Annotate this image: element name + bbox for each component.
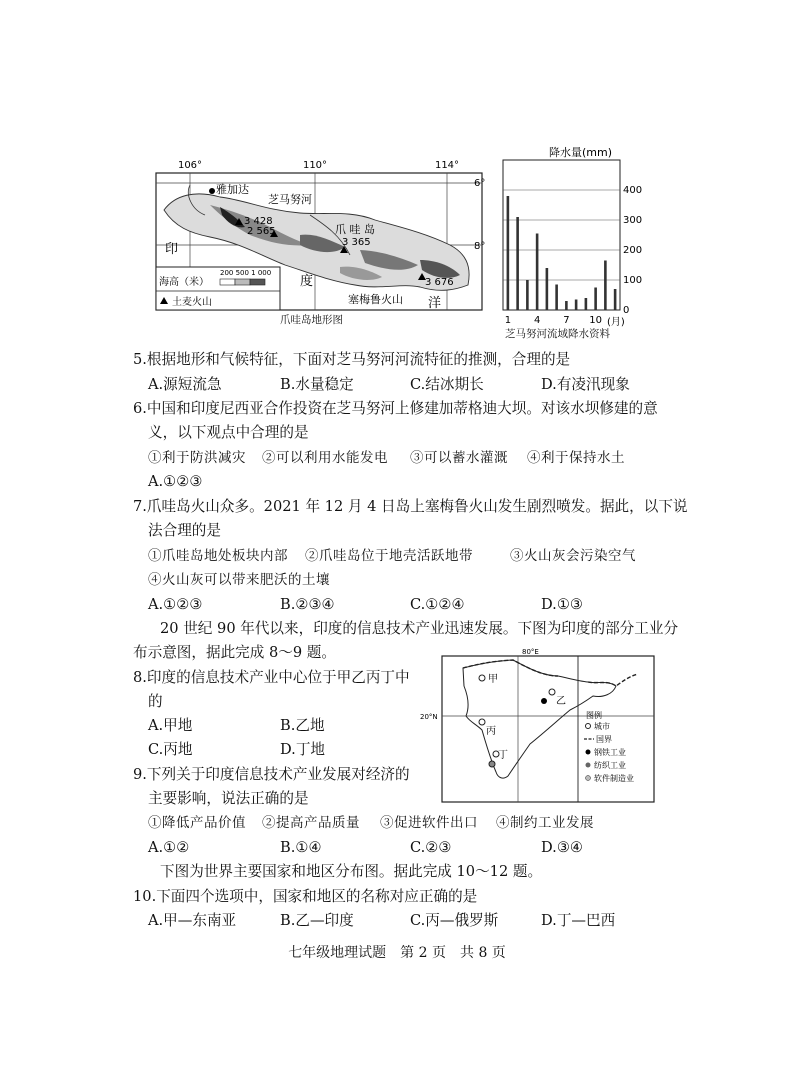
- q10-option-b[interactable]: B.乙—印度: [280, 912, 354, 929]
- intro-10-12: 下图为世界主要国家和地区分布图。据此完成 10～12 题。: [160, 863, 543, 880]
- q8-option-c[interactable]: C.丙地: [148, 741, 193, 758]
- lon-label: 110°: [302, 160, 328, 171]
- legend-scale-values: 200 500 1 000: [220, 269, 272, 277]
- q5-option-c[interactable]: C.结冰期长: [410, 376, 484, 393]
- q9-statement-4: ④制约工业发展: [496, 815, 594, 831]
- legend-item-software: 软件制造业: [594, 774, 634, 783]
- chart-ytick-label: 400: [623, 185, 643, 196]
- q5-stem: 5.根据地形和气候特征，下面对芝马努河河流特征的推测，合理的是: [133, 351, 571, 368]
- peak-elevation: 3 428: [244, 216, 273, 227]
- page-footer: 七年级地理试题 第 2 页 共 8 页: [288, 945, 506, 961]
- india-legend-title: 图例: [586, 711, 602, 720]
- q8-stem-line-2: 的: [148, 693, 163, 710]
- place-java-island: 爪 哇 岛: [335, 223, 375, 236]
- q6-stem-line-1: 6.中国和印度尼西亚合作投资在芝马努河上修建加蒂格迪大坝。对该水坝修建的意: [133, 400, 658, 417]
- q6-option-a[interactable]: A.①②③: [148, 473, 203, 490]
- place-ocean: 印: [165, 242, 179, 257]
- chart-bar: [575, 300, 578, 311]
- q6-statement-1: ①利于防洪减灾: [148, 450, 246, 466]
- legend-elevation-label: 海高（米）: [159, 277, 209, 288]
- q7-option-d[interactable]: D.①③: [541, 596, 583, 613]
- q9-option-c[interactable]: C.②③: [410, 839, 452, 856]
- q8-stem-line-1: 8.印度的信息技术产业中心位于甲乙丙丁中: [133, 669, 410, 686]
- q7-option-c[interactable]: C.①②④: [410, 596, 465, 613]
- q7-statement-4: ④火山灰可以带来肥沃的土壤: [148, 572, 330, 588]
- lat-label: 6°: [474, 178, 486, 189]
- chart-bar: [536, 234, 539, 311]
- q7-stem-line-2: 法合理的是: [148, 522, 221, 539]
- chart-bar: [555, 285, 558, 311]
- place-jakarta: 雅加达: [216, 183, 249, 196]
- chart-ytick-label: 300: [623, 215, 643, 226]
- place-ocean: 度: [300, 274, 314, 289]
- lat-label: 8°: [474, 241, 486, 252]
- q5-option-d[interactable]: D.有凌汛现象: [541, 376, 630, 393]
- chart-bar: [565, 301, 568, 310]
- java-terrain-map: [150, 155, 490, 315]
- q9-stem-line-2: 主要影响，说法正确的是: [148, 790, 309, 807]
- q6-statement-4: ④利于保持水土: [527, 450, 625, 466]
- q7-statement-2: ②爪哇岛位于地壳活跃地带: [305, 548, 473, 564]
- place-ocean: 洋: [428, 296, 442, 311]
- india-industry-map: [418, 646, 664, 804]
- chart-caption: 芝马努河流域降水资料: [505, 328, 610, 340]
- java-map-caption: 爪哇岛地形图: [280, 314, 343, 326]
- q10-option-c[interactable]: C.丙—俄罗斯: [410, 912, 499, 929]
- chart-bar: [516, 217, 519, 310]
- q9-statement-3: ③促进软件出口: [380, 815, 478, 831]
- place-river: 芝马努河: [268, 193, 312, 206]
- place-semeru: 塞梅鲁火山: [348, 293, 403, 306]
- q7-option-b[interactable]: B.②③④: [280, 596, 335, 613]
- place-ding: 丁: [498, 750, 508, 761]
- chart-bar: [614, 289, 617, 310]
- chart-bar: [507, 196, 510, 310]
- peak-elevation: 2 565: [247, 226, 276, 237]
- peak-elevation: 3 676: [425, 277, 454, 288]
- chart-ylabel: 降水量(mm): [549, 146, 613, 159]
- q10-option-d[interactable]: D.丁—巴西: [541, 912, 616, 929]
- q9-option-a[interactable]: A.①②: [148, 839, 190, 856]
- q6-statement-2: ②可以利用水能发电: [262, 450, 388, 466]
- q5-option-a[interactable]: A.源短流急: [148, 376, 222, 393]
- q9-option-d[interactable]: D.③④: [541, 839, 583, 856]
- lon-label: 106°: [177, 160, 203, 171]
- chart-ytick-label: 200: [623, 245, 643, 256]
- peak-elevation: 3 365: [342, 237, 371, 248]
- chart-bar: [585, 298, 588, 310]
- india-lon-label: 80°E: [522, 648, 539, 656]
- chart-xunit: (月): [607, 317, 625, 328]
- place-yi: 乙: [556, 696, 566, 707]
- chart-xtick-label: 7: [563, 315, 570, 326]
- chart-bar: [594, 288, 597, 311]
- q6-statement-3: ③可以蓄水灌溉: [410, 450, 508, 466]
- intro-8-9-line-2: 布示意图，据此完成 8～9 题。: [133, 644, 336, 661]
- legend-volcano-label: 土麦火山: [172, 297, 212, 308]
- q9-stem-line-1: 9.下列关于印度信息技术产业发展对经济的: [133, 766, 410, 783]
- q10-stem: 10.下面四个选项中，国家和地区的名称对应正确的是: [133, 888, 478, 905]
- q9-statement-1: ①降低产品价值: [148, 815, 246, 831]
- q8-option-a[interactable]: A.甲地: [148, 717, 193, 734]
- chart-bar: [546, 268, 549, 310]
- precipitation-chart: [497, 140, 647, 340]
- chart-xtick-label: 10: [589, 315, 602, 326]
- chart-bar: [604, 261, 607, 311]
- chart-bar: [526, 280, 529, 310]
- india-lat-label: 20°N: [420, 713, 438, 721]
- chart-ytick-label: 100: [623, 275, 643, 286]
- q9-option-b[interactable]: B.①④: [280, 839, 322, 856]
- legend-item-border: 国界: [596, 735, 612, 744]
- q8-option-b[interactable]: B.乙地: [280, 717, 325, 734]
- place-bing: 丙: [486, 726, 496, 737]
- q7-stem-line-1: 7.爪哇岛火山众多。2021 年 12 月 4 日岛上塞梅鲁火山发生剧烈喷发。据此，以下说: [133, 498, 688, 515]
- q6-stem-line-2: 义，以下观点中合理的是: [148, 424, 309, 441]
- q8-option-d[interactable]: D.丁地: [280, 741, 326, 758]
- lon-label: 114°: [434, 160, 460, 171]
- intro-8-9-line-1: 20 世纪 90 年代以来，印度的信息技术产业迅速发展。下图为印度的部分工业分: [160, 620, 679, 637]
- q5-option-b[interactable]: B.水量稳定: [280, 376, 354, 393]
- legend-item-city: 城市: [594, 722, 610, 731]
- chart-xtick-label: 4: [533, 315, 541, 326]
- q10-option-a[interactable]: A.甲—东南亚: [148, 912, 237, 929]
- q7-statement-3: ③火山灰会污染空气: [510, 548, 636, 564]
- q7-option-a[interactable]: A.①②③: [148, 596, 203, 613]
- place-jia: 甲: [488, 674, 498, 685]
- q9-statement-2: ②提高产品质量: [262, 815, 360, 831]
- legend-item-steel: 钢铁工业: [594, 748, 626, 757]
- chart-ytick-label: 0: [623, 305, 630, 316]
- legend-item-textile: 纺织工业: [594, 761, 626, 770]
- q7-statement-1: ①爪哇岛地处板块内部: [148, 548, 288, 564]
- chart-xtick-label: 1: [504, 315, 512, 326]
